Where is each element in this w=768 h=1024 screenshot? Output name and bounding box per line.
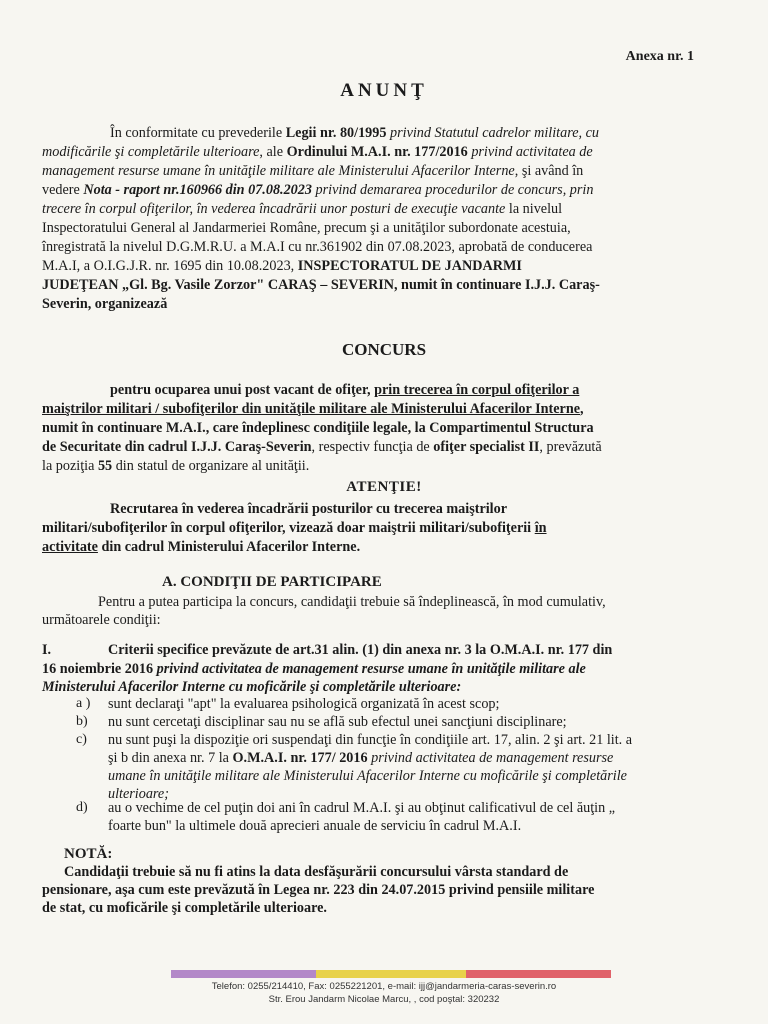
- note-line-2: pensionare, aşa cum este prevăzută în Legea nr. 223 din 24.07.2015 privind pensiile militare: [42, 882, 595, 898]
- attention-line-3: activitate din cadrul Ministerului Afacerilor Interne.: [42, 539, 361, 555]
- footer-bar-red: [466, 970, 611, 978]
- intro-line-2: modificările şi completările ulterioare, ale Ordinului M.A.I. nr. 177/2016 privind activitatea de: [42, 144, 593, 160]
- attention-line-1: Recrutarea în vederea încadrării posturilor cu trecerea maiştrilor: [110, 501, 508, 517]
- annex-number: Anexa nr. 1: [625, 49, 694, 64]
- section-a-line-2: următoarele condiţii:: [42, 612, 161, 628]
- footer-color-bar: [171, 970, 611, 978]
- note-line-1: Candidaţii trebuie să nu fi atins la data desfăşurării concursului vârsta standard de: [64, 864, 569, 880]
- concurs-line-1: pentru ocuparea unui post vacant de ofiţer, prin trecerea în corpul ofiţerilor a: [110, 382, 580, 398]
- intro-line-8: M.A.I, a O.I.G.J.R. nr. 1695 din 10.08.2023, INSPECTORATUL DE JANDARMI: [42, 258, 522, 274]
- footer-contact: Telefon: 0255/214410, Fax: 0255221201, e-mail: ijj@jandarmeria-caras-severin.ro: [211, 981, 557, 992]
- concurs-line-4: de Securitate din cadrul I.J.J. Caraş-Severin, respectiv funcţia de ofiţer specialist II, prevăzută: [42, 439, 602, 455]
- intro-line-3: management resurse umane în unităţile militare ale Ministerului Afacerilor Interne, şi având în: [42, 163, 584, 179]
- intro-line-9: JUDEŢEAN „Gl. Bg. Vasile Zorzor" CARAŞ – SEVERIN, numit în continuare I.J.J. Caraş-: [42, 277, 600, 293]
- intro-line-1: În conformitate cu prevederile Legii nr. 80/1995 privind Statutul cadrelor militare, cu: [110, 125, 599, 141]
- footer-address: Str. Erou Jandarm Nicolae Marcu, , cod poştal: 320232: [268, 994, 500, 1005]
- intro-line-4: vedere Nota - raport nr.160966 din 07.08.2023 privind demararea procedurilor de concurs, prin: [42, 182, 594, 198]
- criteria-numeral: I.: [42, 642, 52, 658]
- concurs-line-2: maiştrilor militari / subofiţerilor din unităţile militare ale Ministerului Afacerilor Interne,: [42, 401, 584, 417]
- attention-title: ATENŢIE!: [346, 479, 422, 495]
- concurs-line-5: la poziţia 55 din statul de organizare al unităţii.: [42, 458, 310, 474]
- criteria-line-2: 16 noiembrie 2016 privind activitatea de management resurse umane în unităţile militare ale: [42, 661, 586, 677]
- criteria-line-3: Ministerului Afacerilor Interne cu moficările şi completările ulterioare:: [42, 679, 462, 695]
- section-a-line-1: Pentru a putea participa la concurs, candidaţii trebuie să îndeplinească, în mod cumulativ,: [98, 594, 606, 610]
- page-title: ANUNŢ: [340, 80, 428, 101]
- concurs-title: CONCURS: [341, 340, 427, 359]
- intro-line-5: trecere în corpul ofiţerilor, în vederea încadrării unor posturi de execuţie vacante la nivelul: [42, 201, 563, 217]
- criteria-line-1: Criterii specifice prevăzute de art.31 alin. (1) din anexa nr. 3 la O.M.A.I. nr. 177 din: [108, 642, 613, 658]
- intro-line-6: Inspectoratului General al Jandarmeriei Române, precum şi a unităţilor subordonate acestuia,: [42, 220, 571, 236]
- note-title: NOTĂ:: [64, 846, 113, 862]
- intro-line-10: Severin, organizează: [42, 296, 168, 312]
- footer-bar-yellow: [316, 970, 466, 978]
- intro-line-7: înregistrată la nivelul D.G.M.R.U. a M.A.I cu nr.361902 din 07.08.2023, aprobată de conducerea: [42, 239, 593, 255]
- concurs-line-3: numit în continuare M.A.I., care îndeplinesc condiţiile legale, la Compartimentul Structura: [42, 420, 594, 436]
- attention-line-2: militari/subofiţerilor în corpul ofiţerilor, vizează doar maiştrii militari/subofiţerii în: [42, 520, 547, 536]
- section-a-title: A. CONDIŢII DE PARTICIPARE: [162, 574, 382, 590]
- footer-bar-purple: [171, 970, 316, 978]
- note-line-3: de stat, cu moficările şi completările ulterioare.: [42, 900, 327, 916]
